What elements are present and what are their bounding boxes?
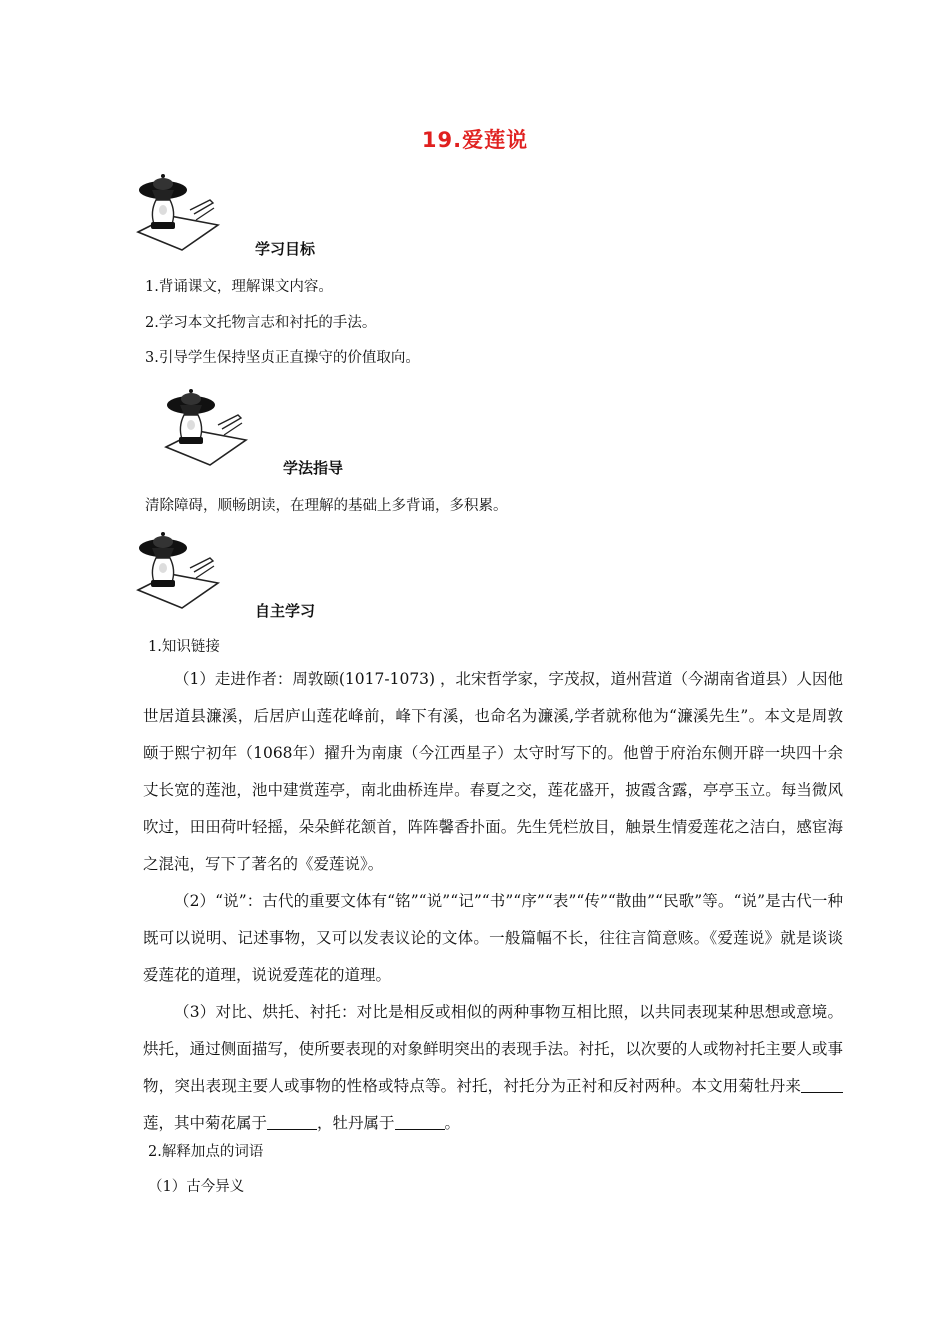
genre-paragraph-text: （2）“说”：古代的重要文体有“铭”“说”“记”“书”“序”“表”“传”“散曲”“民歌”等。“说”是古代一种既可以说明、记述事物，又可以发表议论的文体。一般篇幅不长，往往言简意赅。《爱莲说》就是谈谈爱莲花的道理，说说爱莲花的道理。 (143, 892, 843, 984)
contrast-text-b: 莲，其中菊花属于 (143, 1114, 268, 1132)
contrast-paragraph-text (143, 994, 843, 1142)
contrast-text-d: 。 (444, 1114, 461, 1132)
knowledge-link-title: 1.知识链接 (148, 639, 220, 655)
goal-item-1: 1.背诵课文，理解课文内容。 (145, 279, 333, 295)
lamp-reading-icon (130, 528, 225, 613)
lamp-reading-icon (130, 170, 225, 255)
page-title: 19.爱莲说 (421, 128, 529, 152)
section-heading-goals: 学习目标 (255, 240, 316, 258)
method-text: 清除障碍，顺畅朗读，在理解的基础上多背诵，多积累。 (145, 498, 508, 514)
fill-blank-1[interactable] (801, 1077, 843, 1094)
word-explain-sub: （1）古今异义 (148, 1179, 245, 1195)
author-paragraph-text: （1）走进作者：周敦颐(1017-1073) ，北宋哲学家，字茂叔，道州营道（今湖南省道县）人因他世居道县濂溪，后居庐山莲花峰前，峰下有溪，也命名为濂溪,学者就称他为“濂溪先生”。本文是周敦颐于熙宁初年（1068年）擢升为南康（今江西星子）太守时写下的。他曾于府治东侧开辟一块四十余丈长宽的莲池，池中建赏莲亭，南北曲桥连岸。春夏之交，莲花盛开，披霞含露，亭亭玉立。每当微风吹过，田田荷叶轻摇，朵朵鲜花颔首，阵阵馨香扑面。先生凭栏放目，触景生情爱莲花之洁白，感宦海之混沌，写下了著名的《爱莲说》。 (143, 670, 844, 873)
fill-blank-2[interactable] (267, 1114, 317, 1131)
lamp-reading-icon (158, 385, 253, 470)
contrast-paragraph (143, 994, 843, 1142)
contrast-text-c: ，牡丹属于 (317, 1114, 395, 1132)
section-heading-self-study: 自主学习 (255, 602, 316, 620)
section-heading-method: 学法指导 (283, 459, 344, 477)
fill-blank-3[interactable] (395, 1114, 445, 1131)
goal-item-3: 3.引导学生保持坚贞正直操守的价值取向。 (145, 350, 420, 366)
contrast-text-a: （3）对比、烘托、衬托：对比是相反或相似的两种事物互相比照，以共同表现某种思想或意境。烘托，通过侧面描写，使所要表现的对象鲜明突出的表现手法。衬托，以次要的人或物衬托主要人或事物，突出表现主要人或事物的性格或特点等。衬托，衬托分为正衬和反衬两种。本文用菊牡丹来 (143, 1003, 843, 1095)
goal-item-2: 2.学习本文托物言志和衬托的手法。 (145, 315, 377, 331)
author-paragraph (143, 661, 843, 883)
genre-paragraph (143, 883, 843, 994)
word-explain-title: 2.解释加点的词语 (148, 1144, 264, 1160)
